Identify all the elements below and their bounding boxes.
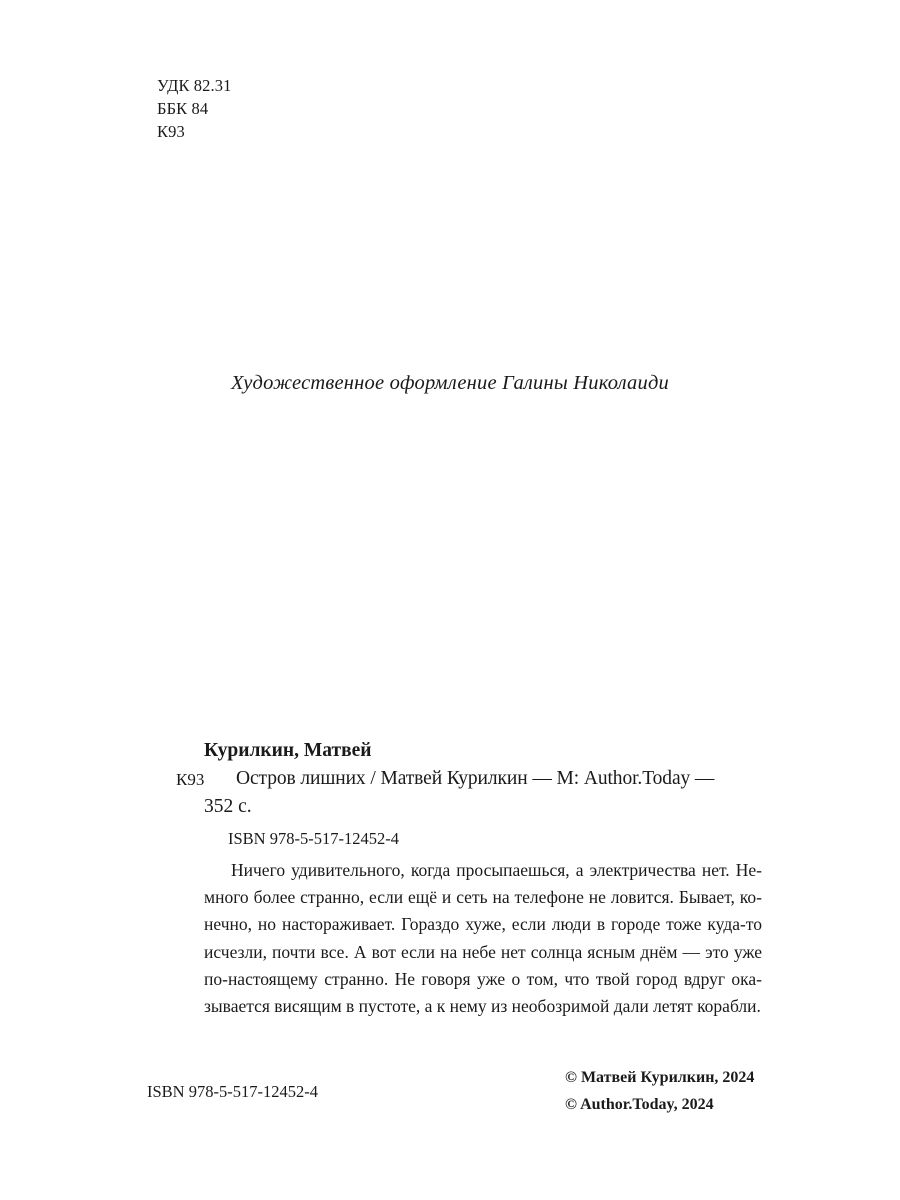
title-statement: Остров лишних / Матвей Курилкин — М: Author.Today — xyxy=(236,768,715,789)
annotation-line: исчезли, почти все. А вот если на небе нет солнца ясным днём — это уже xyxy=(204,941,762,962)
page-count: 352 с. xyxy=(204,796,252,817)
annotation-line: Ничего удивительного, когда просыпаешься, а электричества нет. Не- xyxy=(231,860,762,880)
author-heading: Курилкин, Матвей xyxy=(204,740,372,761)
bbk-code: ББК 84 xyxy=(157,99,209,118)
annotation-line: нечно, но настораживает. Гораздо хуже, если люди в городе тоже куда-то xyxy=(204,914,762,935)
annotation-line: зывается висящим в пустоте, а к нему из необозримой дали летят корабли. xyxy=(204,996,761,1017)
annotation-line: по-настоящему странно. Не говоря уже о том, что твой город вдруг ока- xyxy=(204,968,762,989)
copyright-block xyxy=(565,1064,754,1118)
record-isbn: ISBN 978-5-517-12452-4 xyxy=(228,829,399,848)
copyright-publisher: © Author.Today, 2024 xyxy=(565,1096,714,1113)
author-sign-code: К93 xyxy=(157,122,185,141)
annotation xyxy=(204,857,762,1020)
annotation-line: много более странно, если ещё и сеть на телефоне не ловится. Бывает, ко- xyxy=(204,887,762,908)
author-sign: К93 xyxy=(176,770,205,789)
footer-isbn: ISBN 978-5-517-12452-4 xyxy=(147,1082,318,1101)
udk-code: УДК 82.31 xyxy=(157,76,232,95)
artwork-credit: Художественное оформление Галины Николаиди xyxy=(231,372,669,394)
classification-codes xyxy=(157,74,231,143)
copyright-author: © Матвей Курилкин, 2024 xyxy=(565,1069,755,1086)
